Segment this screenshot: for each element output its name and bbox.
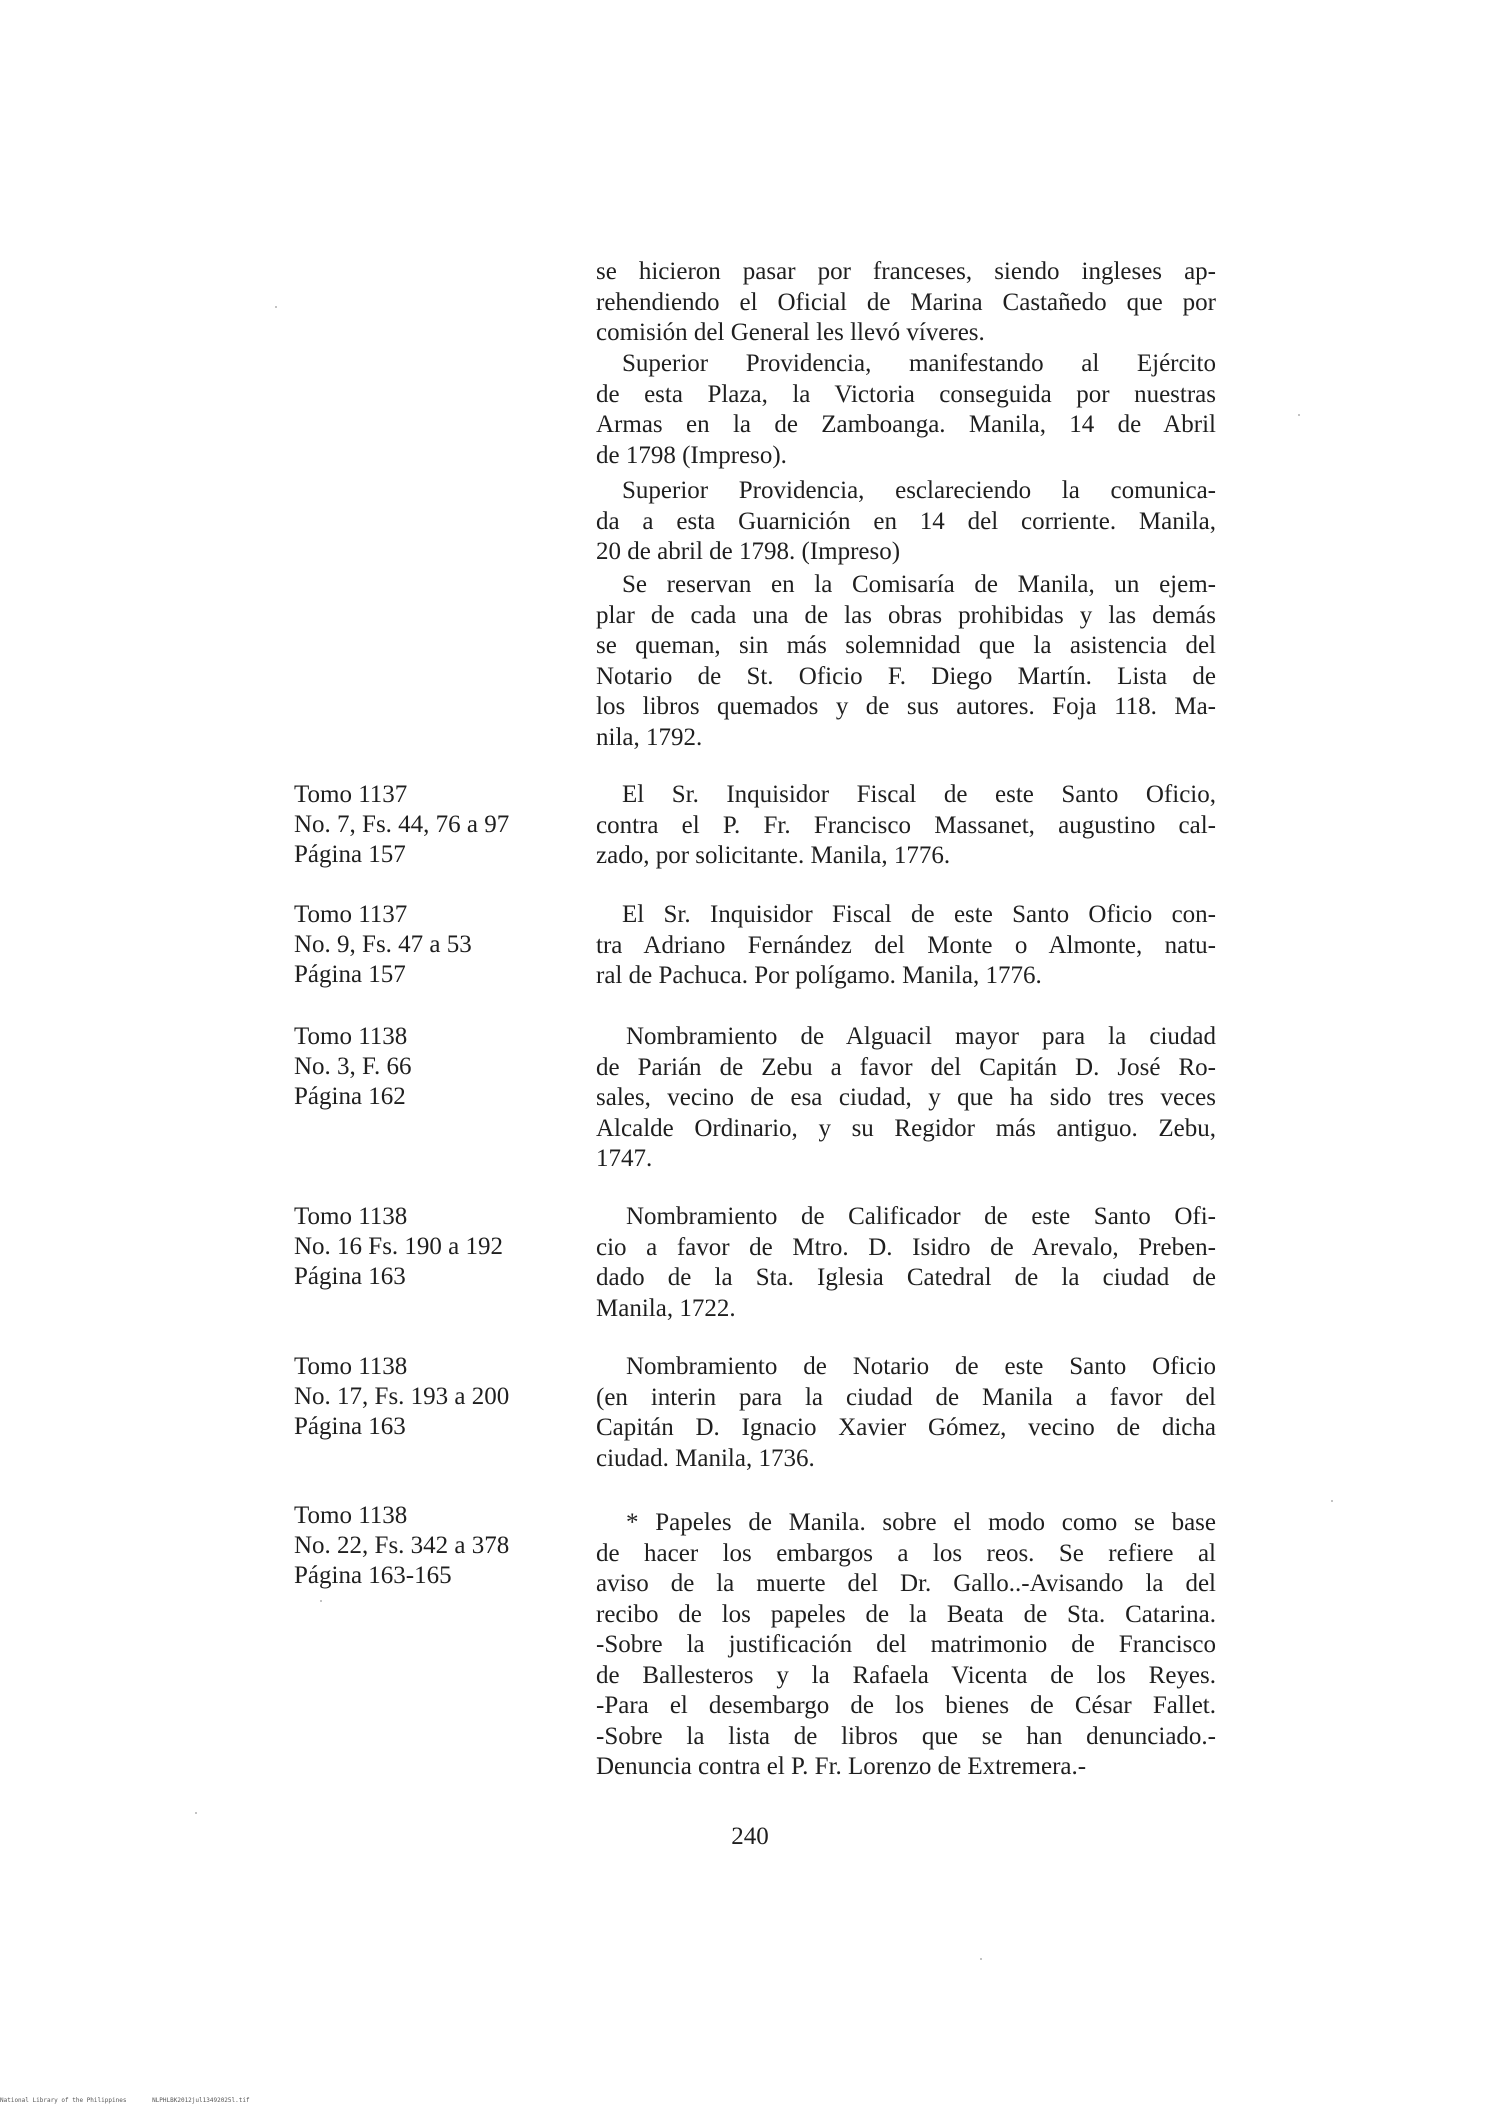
ref-tomo: Tomo 1137 [294, 781, 408, 808]
ref-pagina: Página 157 [294, 841, 406, 868]
scan-speck [1298, 414, 1300, 416]
page-number: 240 [731, 1823, 769, 1850]
entry-text [596, 1022, 1216, 1175]
text-line: -Sobre la justificación del matrimonio de Francisco [596, 1631, 1216, 1658]
ref-folios: No. 9, Fs. 47 a 53 [294, 931, 472, 958]
text-line: de 1798 (Impreso). [596, 441, 787, 469]
text-line: plar de cada una de las obras prohibidas y las demás [596, 601, 1216, 629]
text-line: Capitán D. Ignacio Xavier Gómez, vecino de dicha [596, 1414, 1216, 1441]
ref-folios: No. 3, F. 66 [294, 1053, 412, 1080]
ref-pagina: Página 162 [294, 1083, 406, 1110]
scan-speck [1331, 1500, 1333, 1502]
text-line: * Papeles de Manila. sobre el modo como se base [626, 1509, 1216, 1536]
text-line: sales, vecino de esa ciudad, y que ha sido tres veces [596, 1084, 1216, 1111]
ref-pagina: Página 157 [294, 961, 406, 988]
text-line: El Sr. Inquisidor Fiscal de este Santo Oficio, [622, 781, 1216, 808]
text-line: de hacer los embargos a los reos. Se refiere al [596, 1539, 1216, 1567]
ref-tomo: Tomo 1138 [294, 1502, 408, 1529]
text-line: comisión del General les llevó víveres. [596, 319, 985, 346]
text-line: zado, por solicitante. Manila, 1776. [596, 842, 951, 869]
text-line: nila, 1792. [596, 723, 703, 751]
ref-folios: No. 17, Fs. 193 a 200 [294, 1383, 510, 1410]
text-line: Nombramiento de Notario de este Santo Oficio [626, 1353, 1216, 1380]
text-line: se hicieron pasar por franceses, siendo ingleses ap- [596, 258, 1216, 285]
text-line: 1747. [596, 1145, 653, 1172]
ref-folios: No. 16 Fs. 190 a 192 [294, 1233, 504, 1260]
text-line: Superior Providencia, manifestando al Ejército [622, 350, 1216, 377]
archive-reference [294, 780, 574, 870]
paragraph-guarnicion [596, 476, 1216, 568]
text-line: -Para el desembargo de los bienes de César Fallet. [596, 1692, 1216, 1719]
ref-pagina: Página 163 [294, 1263, 406, 1290]
footer-library: National Library of the Philippines [0, 2097, 127, 2104]
paragraph-zamboanga [596, 349, 1216, 471]
text-line: Se reservan en la Comisaría de Manila, un ejem- [622, 571, 1216, 598]
text-line: contra el P. Fr. Francisco Massanet, augustino cal- [596, 811, 1216, 839]
archive-reference [294, 1352, 574, 1442]
scan-speck [275, 306, 277, 308]
text-line: ciudad. Manila, 1736. [596, 1444, 815, 1472]
scan-speck [320, 1600, 322, 1602]
archive-reference [294, 1202, 574, 1292]
text-line: los libros quemados y de sus autores. Foja 118. Ma- [596, 693, 1216, 720]
scan-footer [0, 2097, 272, 2104]
entry-text [596, 780, 1216, 872]
ref-tomo: Tomo 1138 [294, 1203, 408, 1230]
entry-text [596, 1508, 1216, 1783]
text-line: de Ballesteros y la Rafaela Vicenta de los Reyes. [596, 1661, 1216, 1689]
text-line: da a esta Guarnición en 14 del corriente. Manila, [596, 507, 1216, 535]
ref-tomo: Tomo 1138 [294, 1353, 408, 1380]
text-line: tra Adriano Fernández del Monte o Almonte, natu- [596, 931, 1216, 959]
text-line: recibo de los papeles de la Beata de Sta. Catarina. [596, 1600, 1216, 1628]
text-line: Nombramiento de Calificador de este Santo Ofi- [626, 1203, 1216, 1230]
ref-tomo: Tomo 1137 [294, 901, 408, 928]
paragraph-comisaria [596, 570, 1216, 753]
text-line: ral de Pachuca. Por polígamo. Manila, 1776. [596, 962, 1042, 989]
ref-pagina: Página 163-165 [294, 1562, 452, 1589]
entry-text [596, 1352, 1216, 1474]
footer-file: NLPHLBK2012jul13492025l.tif [152, 2097, 250, 2104]
ref-pagina: Página 163 [294, 1413, 406, 1440]
text-line: Nombramiento de Alguacil mayor para la ciudad [626, 1023, 1216, 1050]
entry-text [596, 900, 1216, 992]
ref-tomo: Tomo 1138 [294, 1023, 408, 1050]
text-line: Alcalde Ordinario, y su Regidor más antiguo. Zebu, [596, 1114, 1216, 1142]
text-line: Denuncia contra el P. Fr. Lorenzo de Extremera.- [596, 1753, 1087, 1780]
paragraph-continuation [596, 257, 1216, 349]
archive-reference [294, 1501, 574, 1591]
scan-speck [980, 1958, 982, 1960]
archive-reference [294, 1022, 574, 1112]
text-line: (en interin para la ciudad de Manila a favor del [596, 1383, 1216, 1411]
text-line: El Sr. Inquisidor Fiscal de este Santo Oficio con- [622, 901, 1216, 928]
text-line: de Parián de Zebu a favor del Capitán D. José Ro- [596, 1053, 1216, 1081]
text-line: Notario de St. Oficio F. Diego Martín. Lista de [596, 662, 1216, 690]
text-line: rehendiendo el Oficial de Marina Castañedo que por [596, 288, 1216, 316]
text-line: 20 de abril de 1798. (Impreso) [596, 538, 901, 565]
text-line: -Sobre la lista de libros que se han denunciado.- [596, 1722, 1216, 1750]
text-line: Armas en la de Zamboanga. Manila, 14 de Abril [596, 411, 1216, 438]
text-line: se queman, sin más solemnidad que la asistencia del [596, 632, 1216, 659]
ref-folios: No. 7, Fs. 44, 76 a 97 [294, 811, 510, 838]
ref-folios: No. 22, Fs. 342 a 378 [294, 1532, 510, 1559]
text-line: cio a favor de Mtro. D. Isidro de Arevalo, Preben- [596, 1233, 1216, 1261]
text-line: dado de la Sta. Iglesia Catedral de la ciudad de [596, 1264, 1216, 1291]
text-line: Manila, 1722. [596, 1294, 736, 1322]
text-line: Superior Providencia, esclareciendo la comunica- [622, 477, 1216, 504]
text-line: de esta Plaza, la Victoria conseguida por nuestras [596, 380, 1216, 408]
entry-text [596, 1202, 1216, 1324]
scan-speck [195, 1812, 197, 1814]
text-line: aviso de la muerte del Dr. Gallo..-Avisando la del [596, 1570, 1216, 1597]
archive-reference [294, 900, 574, 990]
